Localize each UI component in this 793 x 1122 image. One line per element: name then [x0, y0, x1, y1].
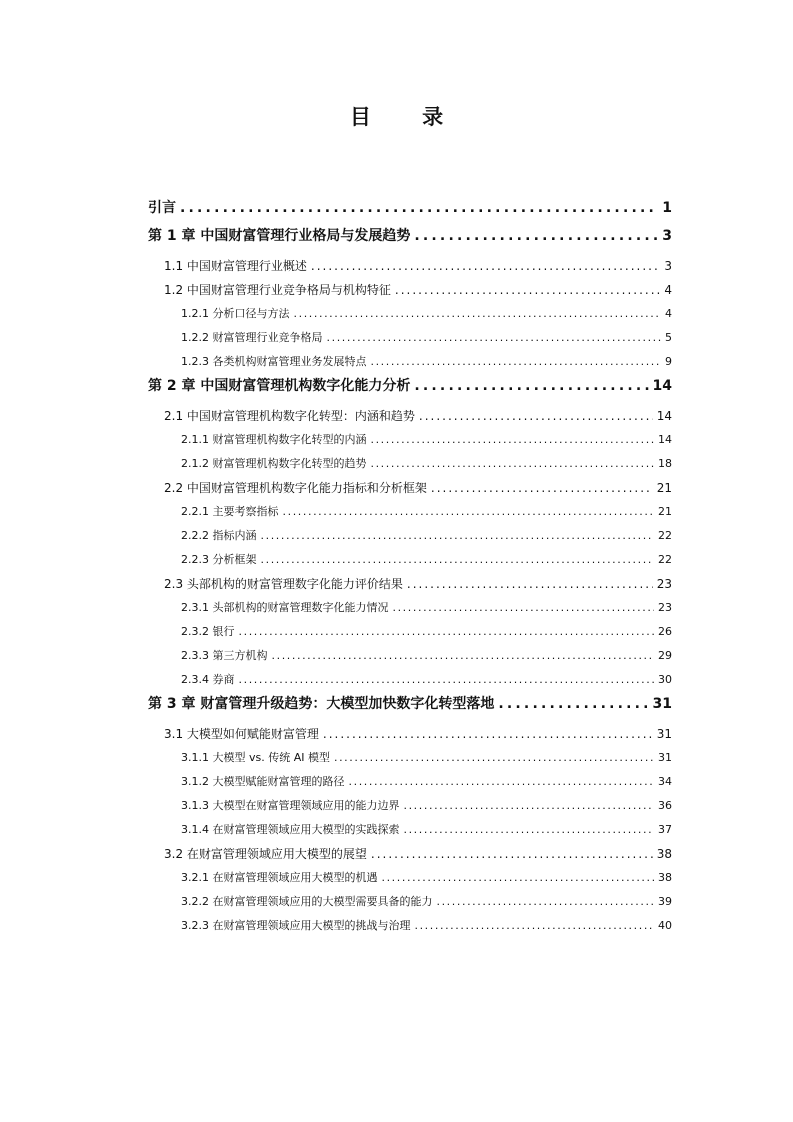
toc-dot-leader [327, 326, 662, 350]
toc-entry-page-number: 5 [665, 331, 672, 344]
toc-subsection-entry[interactable] [148, 668, 672, 692]
toc-entry-label: 2.1.2 财富管理机构数字化转型的趋势 [181, 457, 367, 470]
toc-dot-leader [311, 254, 660, 278]
toc-section-entry[interactable] [148, 722, 672, 746]
toc-subsection-entry[interactable] [148, 350, 672, 374]
toc-entry-label: 2.3.3 第三方机构 [181, 649, 268, 662]
toc-entry-page-number: 22 [658, 553, 672, 566]
toc-dot-leader [370, 350, 661, 374]
toc-entry-label: 1.2.2 财富管理行业竞争格局 [181, 331, 323, 344]
toc-dot-leader [414, 224, 658, 248]
toc-chapter-entry[interactable] [148, 224, 672, 248]
toc-dot-leader [283, 500, 655, 524]
toc-entry-label: 2.1 中国财富管理机构数字化转型：内涵和趋势 [164, 409, 415, 423]
toc-entry-page-number: 31 [656, 727, 672, 741]
toc-section-entry[interactable] [148, 404, 672, 428]
toc-subsection-entry[interactable] [148, 326, 672, 350]
toc-dot-leader [349, 770, 655, 794]
toc-subsection-entry[interactable] [148, 770, 672, 794]
toc-entry-page-number: 26 [658, 625, 672, 638]
toc-subsection-entry[interactable] [148, 452, 672, 476]
toc-dot-leader [261, 524, 655, 548]
toc-dot-leader [395, 278, 660, 302]
toc-entry-label: 1.2 中国财富管理行业竞争格局与机构特征 [164, 283, 391, 297]
toc-entry-label: 第 3 章 财富管理升级趋势：大模型加快数字化转型落地 [148, 696, 495, 712]
toc-subsection-entry[interactable] [148, 818, 672, 842]
toc-entry-page-number: 22 [658, 529, 672, 542]
toc-section-entry[interactable] [148, 254, 672, 278]
toc-entry-page-number: 9 [665, 355, 672, 368]
toc-section-entry[interactable] [148, 476, 672, 500]
toc-entry-label: 3.2.3 在财富管理领域应用大模型的挑战与治理 [181, 919, 411, 932]
toc-dot-leader [419, 404, 653, 428]
toc-dot-leader [180, 196, 658, 220]
toc-chapter-entry[interactable] [148, 374, 672, 398]
toc-entry-page-number: 18 [658, 457, 672, 470]
toc-dot-leader [334, 746, 654, 770]
toc-dot-leader [323, 722, 653, 746]
toc-entry-page-number: 14 [652, 378, 672, 394]
toc-dot-leader [414, 374, 648, 398]
toc-dot-leader [392, 596, 654, 620]
toc-dot-leader [272, 644, 655, 668]
toc-entry-label: 2.2.1 主要考察指标 [181, 505, 279, 518]
toc-entry-label: 3.1.2 大模型赋能财富管理的路径 [181, 775, 345, 788]
toc-subsection-entry[interactable] [148, 644, 672, 668]
toc-dot-leader [403, 794, 654, 818]
toc-dot-leader [239, 668, 655, 692]
toc-entry-label: 2.3 头部机构的财富管理数字化能力评价结果 [164, 577, 403, 591]
toc-entry-page-number: 3 [664, 259, 672, 273]
toc-entry-label: 1.2.1 分析口径与方法 [181, 307, 290, 320]
toc-subsection-entry[interactable] [148, 866, 672, 890]
toc-entry-page-number: 4 [664, 283, 672, 297]
toc-entry-label: 2.2 中国财富管理机构数字化能力指标和分析框架 [164, 481, 427, 495]
toc-entry-page-number: 40 [658, 919, 672, 932]
toc-dot-leader [403, 818, 654, 842]
toc-entry-label: 2.3.4 券商 [181, 673, 235, 686]
toc-entry-label: 2.3.1 头部机构的财富管理数字化能力情况 [181, 601, 389, 614]
toc-entry-label: 3.1 大模型如何赋能财富管理 [164, 727, 319, 741]
toc-dot-leader [294, 302, 662, 326]
toc-dot-leader [381, 866, 654, 890]
toc-entry-label: 1.2.3 各类机构财富管理业务发展特点 [181, 355, 367, 368]
toc-dot-leader [370, 428, 654, 452]
toc-section-entry[interactable] [148, 842, 672, 866]
toc-entry-page-number: 36 [658, 799, 672, 812]
toc-entry-label: 3.2.1 在财富管理领域应用大模型的机遇 [181, 871, 378, 884]
toc-subsection-entry[interactable] [148, 596, 672, 620]
toc-chapter-entry[interactable] [148, 196, 672, 220]
toc-entry-page-number: 30 [658, 673, 672, 686]
toc-entry-label: 引言 [148, 200, 176, 216]
toc-entry-label: 3.1.3 大模型在财富管理领域应用的能力边界 [181, 799, 400, 812]
toc-entry-page-number: 1 [662, 200, 672, 216]
toc-entry-label: 第 2 章 中国财富管理机构数字化能力分析 [148, 378, 411, 394]
page-title: 目 录 [349, 105, 466, 129]
toc-entry-page-number: 14 [656, 409, 672, 423]
toc-section-entry[interactable] [148, 278, 672, 302]
toc-entry-page-number: 38 [658, 871, 672, 884]
toc-dot-leader [414, 914, 654, 938]
toc-subsection-entry[interactable] [148, 746, 672, 770]
toc-entry-page-number: 37 [658, 823, 672, 836]
table-of-contents [148, 196, 672, 938]
toc-subsection-entry[interactable] [148, 500, 672, 524]
toc-entry-page-number: 14 [658, 433, 672, 446]
toc-dot-leader [261, 548, 655, 572]
toc-subsection-entry[interactable] [148, 524, 672, 548]
toc-entry-label: 3.2 在财富管理领域应用大模型的展望 [164, 847, 367, 861]
toc-entry-page-number: 31 [652, 696, 672, 712]
toc-section-entry[interactable] [148, 572, 672, 596]
toc-dot-leader [370, 452, 654, 476]
toc-dot-leader [498, 692, 648, 716]
toc-entry-label: 3.1.4 在财富管理领域应用大模型的实践探索 [181, 823, 400, 836]
toc-entry-label: 2.1.1 财富管理机构数字化转型的内涵 [181, 433, 367, 446]
toc-entry-page-number: 29 [658, 649, 672, 662]
toc-subsection-entry[interactable] [148, 428, 672, 452]
toc-entry-page-number: 38 [656, 847, 672, 861]
toc-entry-page-number: 31 [658, 751, 672, 764]
toc-entry-page-number: 3 [662, 228, 672, 244]
toc-entry-label: 2.2.3 分析框架 [181, 553, 257, 566]
toc-dot-leader [239, 620, 655, 644]
toc-entry-label: 3.2.2 在财富管理领域应用的大模型需要具备的能力 [181, 895, 433, 908]
toc-dot-leader [431, 476, 653, 500]
toc-entry-label: 1.1 中国财富管理行业概述 [164, 259, 307, 273]
toc-entry-label: 2.2.2 指标内涵 [181, 529, 257, 542]
toc-subsection-entry[interactable] [148, 890, 672, 914]
toc-entry-page-number: 39 [658, 895, 672, 908]
toc-subsection-entry[interactable] [148, 914, 672, 938]
toc-entry-page-number: 21 [656, 481, 672, 495]
toc-subsection-entry[interactable] [148, 302, 672, 326]
toc-entry-page-number: 21 [658, 505, 672, 518]
toc-entry-label: 第 1 章 中国财富管理行业格局与发展趋势 [148, 228, 411, 244]
toc-entry-page-number: 34 [658, 775, 672, 788]
toc-subsection-entry[interactable] [148, 548, 672, 572]
toc-entry-label: 3.1.1 大模型 vs. 传统 AI 模型 [181, 751, 330, 764]
toc-dot-leader [371, 842, 653, 866]
toc-entry-page-number: 4 [665, 307, 672, 320]
toc-entry-page-number: 23 [656, 577, 672, 591]
toc-subsection-entry[interactable] [148, 620, 672, 644]
toc-subsection-entry[interactable] [148, 794, 672, 818]
toc-entry-label: 2.3.2 银行 [181, 625, 235, 638]
toc-dot-leader [436, 890, 654, 914]
toc-dot-leader [407, 572, 653, 596]
toc-chapter-entry[interactable] [148, 692, 672, 716]
toc-entry-page-number: 23 [658, 601, 672, 614]
